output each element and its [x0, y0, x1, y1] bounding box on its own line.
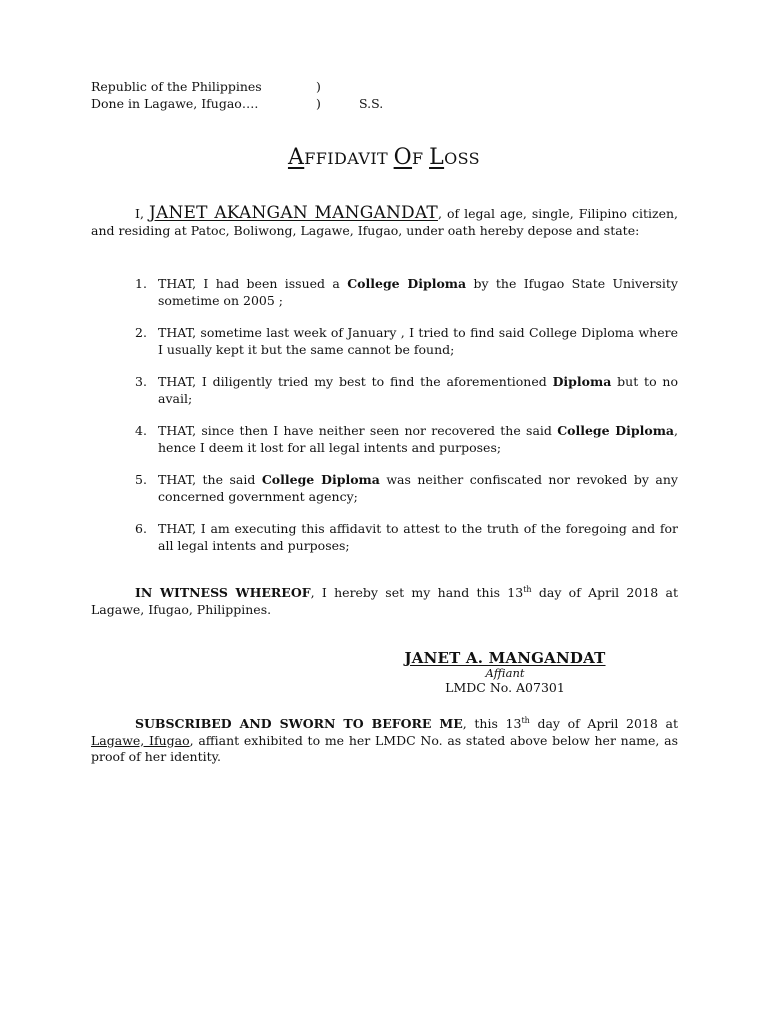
- item-number: 1.: [135, 276, 147, 291]
- item-number: 2.: [135, 325, 147, 340]
- title-rest-l: OSS: [444, 149, 481, 168]
- signatory-name: JANET A. MANGANDAT: [404, 649, 606, 667]
- title-initial-l: L: [429, 145, 445, 170]
- venue-done-in: Done in Lagawe, Ifugao….: [91, 96, 259, 111]
- jurat-paragraph: SUBSCRIBED AND SWORN TO BEFORE ME, this 13th day of April 2018 at Lagawe, Ifugao, affiant exhibited to me her LMDC No. as stated above below her name, as proof of her identity.: [91, 715, 678, 764]
- statement-item: 1. THAT, I had been issued a College Diploma by the Ifugao State University sometime on 2005 ;: [135, 276, 678, 308]
- jurat-place: Lagawe, Ifugao: [91, 732, 190, 748]
- document-title: [0, 145, 768, 170]
- witness-heading: IN WITNESS WHEREOF: [135, 585, 311, 600]
- signatory-id: LMDC No. A07301: [445, 680, 565, 695]
- venue-paren: ): [316, 96, 321, 111]
- statement-item: 6. THAT, I am executing this affidavit to attest to the truth of the foregoing and for all legal intents and purposes;: [135, 521, 678, 553]
- intro-text: , of legal age, single, Filipino citizen, and residing at Patoc, Boliwong, Lagawe, Ifugao, under oath hereby depose and state:: [91, 206, 678, 238]
- intro-prefix: I,: [135, 206, 144, 221]
- title-initial-o: O: [393, 145, 413, 170]
- venue-republic: Republic of the Philippines: [91, 79, 262, 94]
- venue-paren: ): [316, 79, 321, 94]
- title-rest-o: F: [412, 149, 424, 168]
- item-number: 5.: [135, 472, 147, 487]
- affiant-full-name: JANET AKANGAN MANGANDAT: [148, 203, 438, 223]
- statement-item: 5. THAT, the said College Diploma was neither confiscated nor revoked by any concerned government agency;: [135, 472, 678, 504]
- item-number: 6.: [135, 521, 147, 536]
- jurat-heading: SUBSCRIBED AND SWORN TO BEFORE ME: [135, 716, 463, 731]
- statement-item: 4. THAT, since then I have neither seen nor recovered the said College Diploma, hence I deem it lost for all legal intents and purposes;: [135, 423, 678, 455]
- statement-item: 3. THAT, I diligently tried my best to find the aforementioned Diploma but to no avail;: [135, 374, 678, 406]
- witness-paragraph: IN WITNESS WHEREOF, I hereby set my hand this 13th day of April 2018 at Lagawe, Ifugao, Philippines.: [91, 584, 679, 617]
- intro-paragraph: [91, 205, 678, 239]
- title-rest-a: FFIDAVIT: [304, 149, 389, 168]
- signature-block: [360, 650, 650, 696]
- statement-list: [91, 276, 678, 554]
- title-initial-a: A: [287, 145, 305, 170]
- statement-item: 2. THAT, sometime last week of January , I tried to find said College Diploma where I usually kept it but the same cannot be found;: [135, 325, 678, 357]
- venue-ss: S.S.: [359, 96, 384, 111]
- item-number: 3.: [135, 374, 147, 389]
- signatory-role: Affiant: [485, 666, 525, 680]
- item-number: 4.: [135, 423, 147, 438]
